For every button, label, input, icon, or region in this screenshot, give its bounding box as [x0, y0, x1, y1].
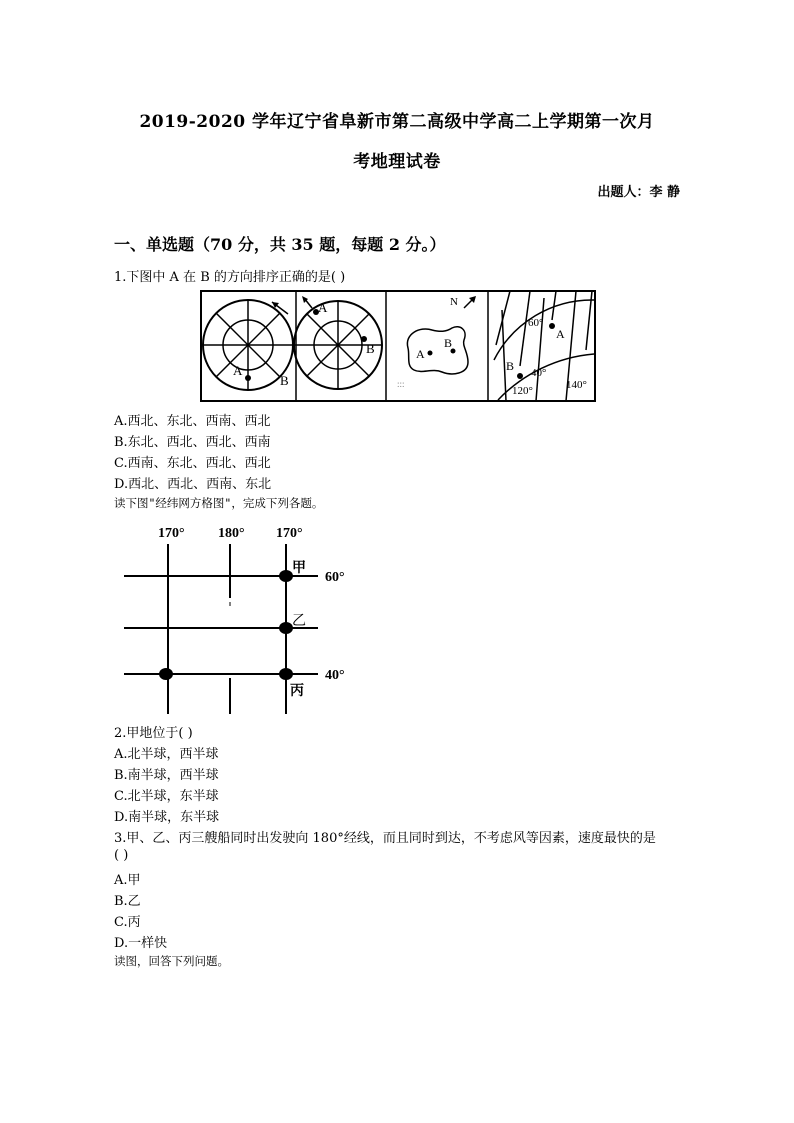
q1-option-a: A.西北、东北、西南、西北 — [114, 414, 271, 429]
lon-label-170-left: 170° — [158, 526, 185, 541]
point-bing-label: 丙 — [290, 684, 304, 699]
q3-option-c: C.丙 — [114, 915, 141, 930]
q1-direction-figure — [200, 290, 596, 402]
section-heading: 一、单选题（70 分，共 35 题，每题 2 分。） — [114, 235, 446, 254]
question-2-stem: 2.甲地位于( ) — [114, 726, 193, 741]
q2-option-d: D.南半球，东半球 — [114, 810, 220, 825]
q2-option-b: B.南半球，西半球 — [114, 768, 219, 783]
exam-author: 出题人：李 静 — [597, 185, 680, 200]
q2-intro: 读下图"经纬网方格图"，完成下列各题。 — [114, 496, 324, 510]
lat-label-40: 40° — [325, 668, 345, 683]
panel-4-polar-sector — [494, 291, 594, 401]
panel-4-label-a: A — [556, 327, 565, 341]
exam-title-line1: 2019-2020 学年辽宁省阜新市第二高级中学高二上学期第一次月 — [139, 112, 655, 132]
q1-option-c: C.西南、东北、西北、西北 — [114, 456, 271, 471]
q1-option-d: D.西北、西北、西南、东北 — [114, 477, 272, 492]
question-1-stem: 1.下图中 A 在 B 的方向排序正确的是( ) — [114, 270, 346, 285]
panel-4-label-b: B — [506, 359, 515, 373]
point-jia-label: 甲 — [292, 561, 306, 576]
panel-3-island-map — [397, 296, 476, 389]
svg-text::::: ::: — [397, 379, 405, 389]
panel-3-north-label: N — [450, 296, 458, 308]
q2-option-a: A.北半球，西半球 — [114, 747, 219, 762]
panel-1-label-b: B — [280, 373, 289, 388]
q1-option-b: B.东北、西北、西北、西南 — [114, 435, 271, 450]
q3-option-d: D.一样快 — [114, 936, 168, 951]
question-3-stem: 3.甲、乙、丙三艘船同时出发驶向 180°经线，而且同时到达，不考虑风等因素，速度最快的是 — [114, 831, 656, 846]
q2-option-c: C.北半球，东半球 — [114, 789, 219, 804]
panel-1-label-a: A — [233, 363, 243, 378]
panel-4-lon120: 120° — [512, 385, 533, 397]
question-3-stem-cont: ( ) — [114, 848, 129, 863]
q3-option-a: A.甲 — [114, 873, 141, 888]
panel-4-lat60: 60° — [528, 317, 544, 329]
exam-title-line2: 考地理试卷 — [353, 152, 441, 172]
panel-3-label-a: A — [416, 347, 425, 361]
lon-label-180: 180° — [218, 526, 245, 541]
panel-2-label-b: B — [366, 341, 375, 356]
lat-label-60: 60° — [325, 570, 345, 585]
q3-option-b: B.乙 — [114, 894, 141, 909]
panel-2-label-a: A — [318, 300, 328, 315]
panel-3-label-b: B — [444, 336, 453, 350]
lon-label-170-right: 170° — [276, 526, 303, 541]
panel-1-polar-view — [203, 300, 293, 390]
point-yi-label: 乙 — [292, 614, 306, 629]
graticule-grid-figure — [118, 518, 368, 718]
q4-intro: 读图，回答下列问题。 — [114, 954, 229, 968]
panel-4-lat40: 40° — [531, 367, 547, 379]
panel-2-polar-view — [294, 296, 382, 389]
panel-4-lon140: 140° — [566, 379, 587, 391]
